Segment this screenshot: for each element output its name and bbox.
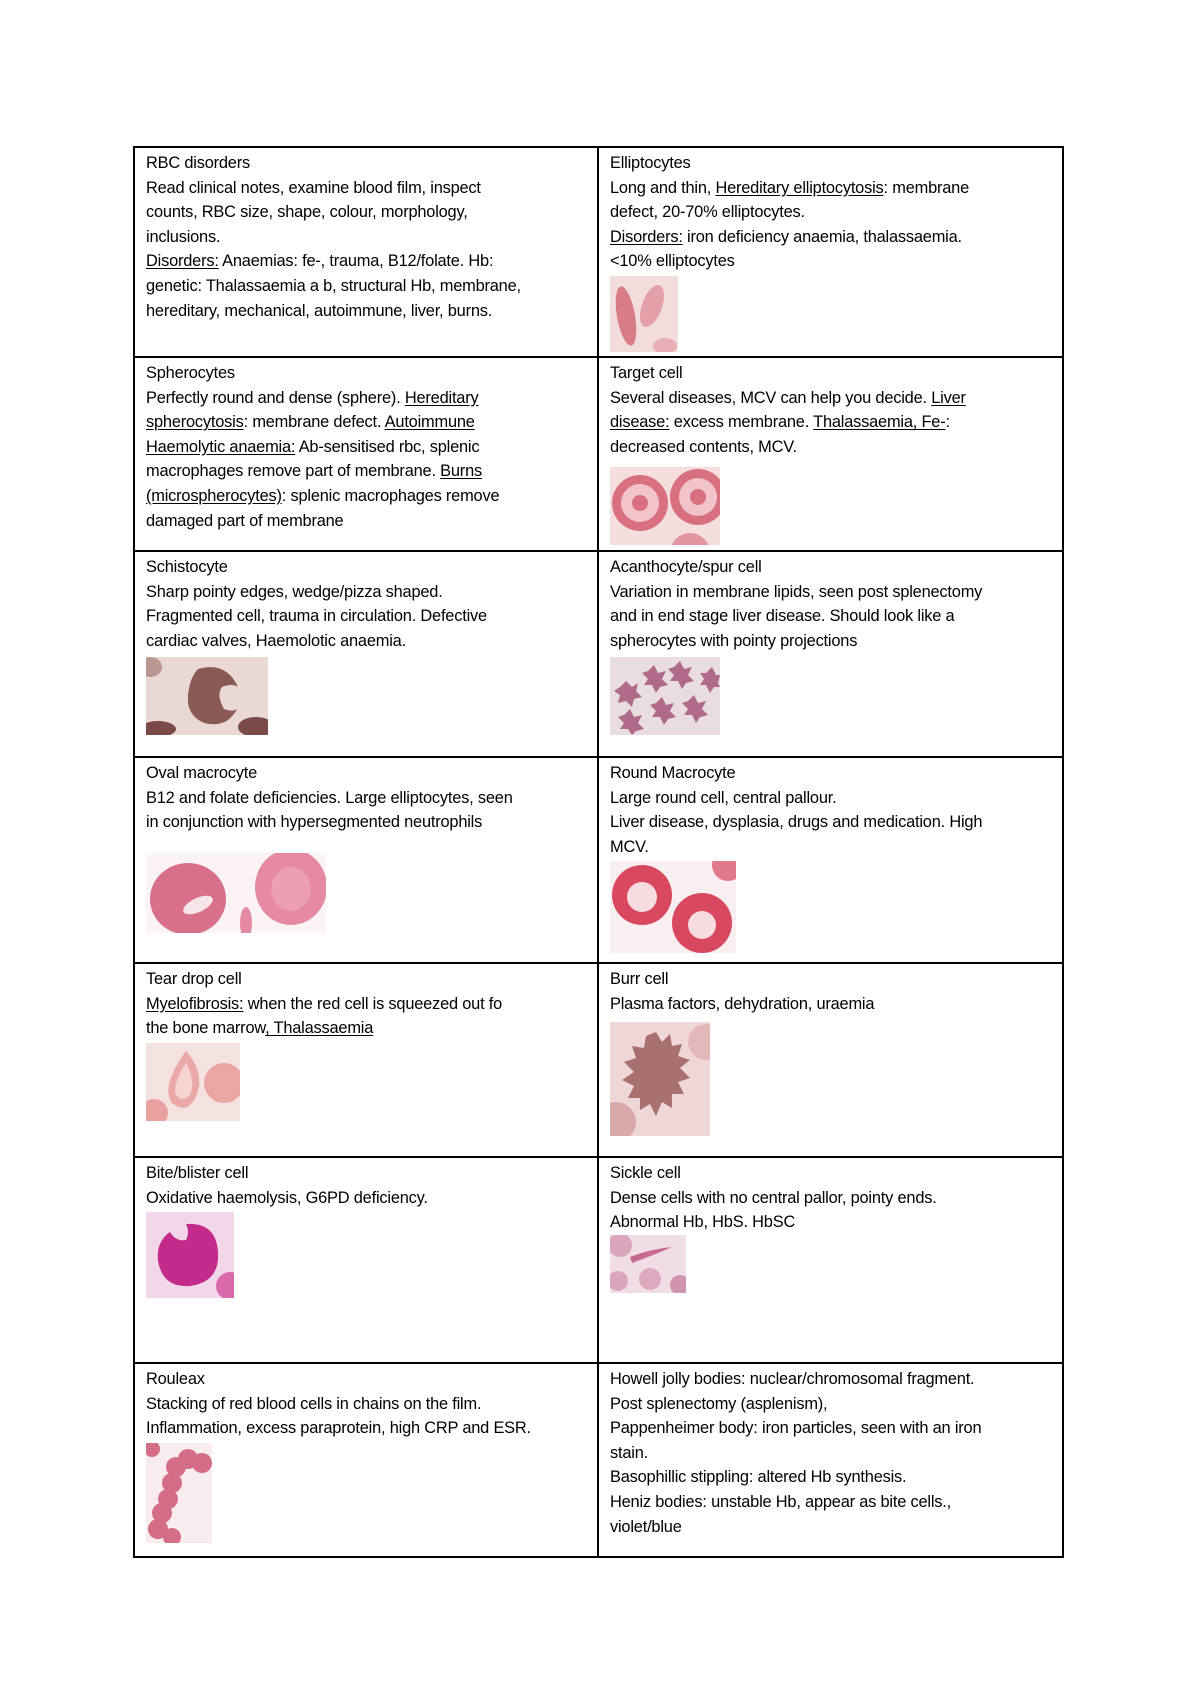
- cell-inclusions: Howell jolly bodies: nuclear/chromosomal fragment. Post splenectomy (asplenism), Pappenheimer body: iron particles, seen with an iron stain. Basophillic stippling: altered Hb synthesis. Heniz bodies: unstable Hb, appear as bite cells., violet/blue: [598, 1363, 1063, 1557]
- table-row: [134, 1157, 1063, 1363]
- target-cell-micrograph: [610, 467, 1052, 545]
- rbc-disorders-sheet: [133, 146, 1062, 1558]
- table-row: [134, 551, 1063, 757]
- cell-title: Schistocyte: [146, 557, 228, 576]
- cell-title: RBC disorders: [146, 154, 250, 172]
- burr-cell-micrograph: [610, 1022, 1052, 1136]
- cell-bite-cell: Bite/blister cell Oxidative haemolysis, G6PD deficiency.: [134, 1157, 598, 1363]
- cell-title: Oval macrocyte: [146, 763, 258, 782]
- table-row: [134, 1363, 1063, 1557]
- cell-oval-macrocyte: Oval macrocyte B12 and folate deficiencies. Large elliptocytes, seen in conjunction with hypersegmented neutrophils: [134, 757, 598, 963]
- cell-elliptocytes: Elliptocytes Long and thin, Hereditary elliptocytosis: membrane defect, 20-70% elliptocytes. Disorders: iron deficiency anaemia, thalassaemia. <10% elliptocytes: [598, 147, 1063, 357]
- cell-rouleax: Rouleax Stacking of red blood cells in chains on the film. Inflammation, excess paraprotein, high CRP and ESR.: [134, 1363, 598, 1557]
- bite-cell-micrograph: [146, 1212, 587, 1298]
- schistocyte-micrograph: [146, 657, 587, 735]
- cell-round-macrocyte: Round Macrocyte Large round cell, central pallour. Liver disease, dysplasia, drugs and medication. High MCV.: [598, 757, 1063, 963]
- oval-macrocyte-micrograph: [146, 853, 587, 933]
- elliptocyte-micrograph: [610, 276, 1052, 352]
- cell-title: Elliptocytes: [610, 154, 691, 172]
- cell-schistocyte: Schistocyte Sharp pointy edges, wedge/pizza shaped. Fragmented cell, trauma in circulation. Defective cardiac valves, Haemolotic anaemia.: [134, 551, 598, 757]
- cell-target-cell: Target cell Several diseases, MCV can help you decide. Liver disease: excess membrane. Thalassaemia, Fe-: decreased contents, MCV.: [598, 357, 1063, 551]
- cell-title: Rouleax: [146, 1369, 205, 1388]
- cell-spherocytes: Spherocytes Perfectly round and dense (sphere). Hereditary spherocytosis: membrane defect. Autoimmune Haemolytic anaemia: Ab-sensitised rbc, splenic macrophages remove part of membrane. Burns (microspherocytes): splenic macrophages remove damaged part of membrane: [134, 357, 598, 551]
- table-row: [134, 147, 1063, 357]
- cell-title: Target cell: [610, 363, 683, 382]
- cell-sickle-cell: Sickle cell Dense cells with no central pallor, pointy ends. Abnormal Hb, HbS. HbSC: [598, 1157, 1063, 1363]
- rbc-disorders-table: [133, 146, 1064, 1558]
- cell-title: Burr cell: [610, 969, 669, 988]
- table-row: [134, 757, 1063, 963]
- cell-title: Acanthocyte/spur cell: [610, 557, 762, 576]
- rouleaux-micrograph: [146, 1443, 587, 1543]
- cell-tear-drop: Tear drop cell Myelofibrosis: when the red cell is squeezed out fo the bone marrow, Thalassaemia: [134, 963, 598, 1157]
- cell-title: Round Macrocyte: [610, 763, 736, 782]
- disorders-label: Disorders:: [610, 227, 683, 246]
- cell-rbc-disorders: RBC disorders Read clinical notes, examine blood film, inspect counts, RBC size, shape, colour, morphology, inclusions. Disorders: Anaemias: fe-, trauma, B12/folate. Hb: genetic: Thalassaemia a b, structural Hb, membrane, hereditary, mechanical, autoimmune, liver, burns.: [134, 147, 598, 357]
- cell-title: Bite/blister cell: [146, 1163, 249, 1182]
- cell-title: Sickle cell: [610, 1163, 681, 1182]
- tear-drop-micrograph: [146, 1043, 587, 1121]
- disorders-label: Disorders:: [146, 252, 219, 271]
- cell-acanthocyte: Acanthocyte/spur cell Variation in membrane lipids, seen post splenectomy and in end stage liver disease. Should look like a spherocytes with pointy projections: [598, 551, 1063, 757]
- acanthocyte-micrograph: [610, 657, 1052, 735]
- table-row: [134, 357, 1063, 551]
- sickle-cell-micrograph: [610, 1235, 1052, 1293]
- cell-title: Tear drop cell: [146, 969, 242, 988]
- round-macrocyte-micrograph: [610, 861, 1052, 953]
- table-row: [134, 963, 1063, 1157]
- cell-burr-cell: Burr cell Plasma factors, dehydration, uraemia: [598, 963, 1063, 1157]
- cell-title: Spherocytes: [146, 363, 235, 382]
